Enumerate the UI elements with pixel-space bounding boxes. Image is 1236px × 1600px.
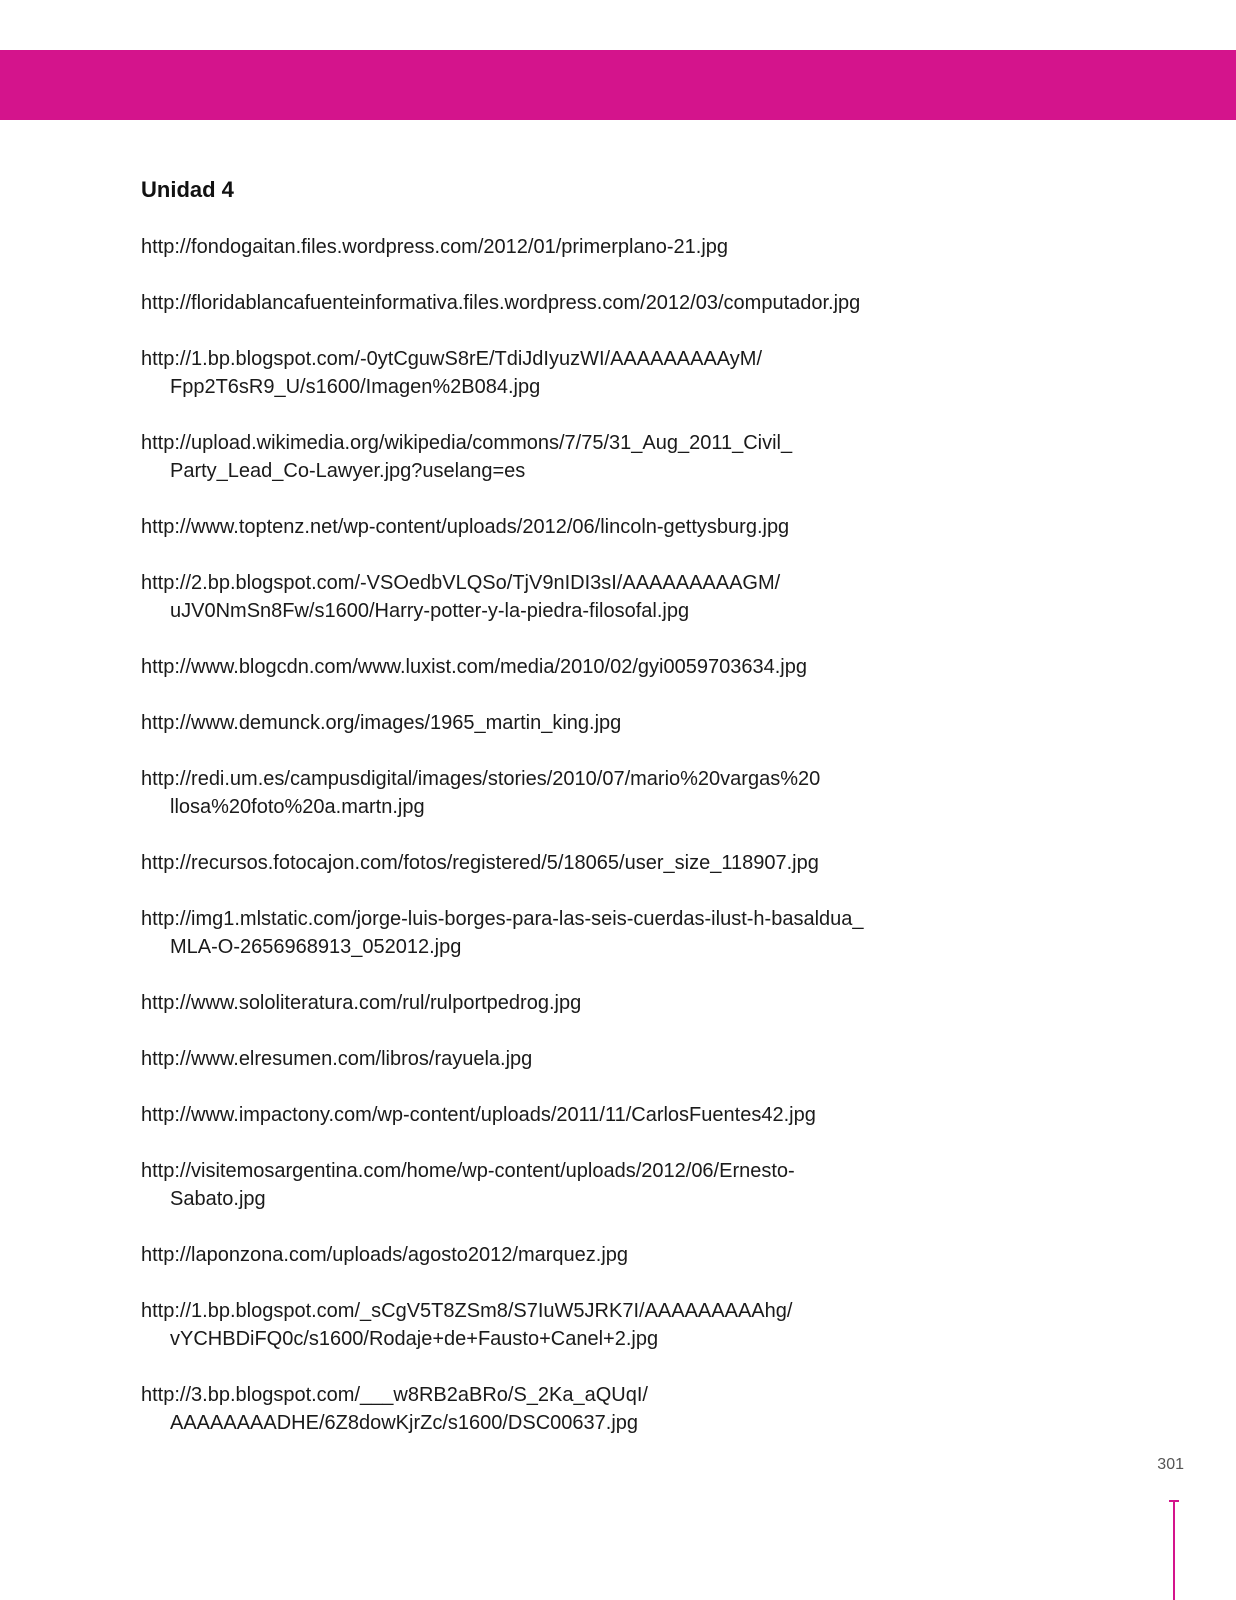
reference-url: http://1.bp.blogspot.com/-0ytCguwS8rE/TdiJdIyuzWI/AAAAAAAAAyM/ — [141, 348, 763, 370]
reference-item — [141, 345, 881, 401]
reference-item — [141, 905, 881, 961]
margin-rule — [1173, 1500, 1175, 1600]
reference-url: http://www.sololiteratura.com/rul/rulportpedrog.jpg — [141, 992, 582, 1014]
reference-item — [141, 1101, 881, 1129]
reference-item — [141, 849, 881, 877]
reference-url: http://2.bp.blogspot.com/-VSOedbVLQSo/TjV9nIDI3sI/AAAAAAAAAGM/ — [141, 572, 781, 594]
reference-url: http://www.elresumen.com/libros/rayuela.jpg — [141, 1048, 533, 1070]
reference-url-continuation: uJV0NmSn8Fw/s1600/Harry-potter-y-la-piedra-filosofal.jpg — [170, 600, 690, 622]
reference-url: http://img1.mlstatic.com/jorge-luis-borges-para-las-seis-cuerdas-ilust-h-basaldua_ — [141, 908, 864, 930]
reference-item — [141, 765, 881, 821]
reference-item — [141, 1157, 881, 1213]
reference-item — [141, 569, 881, 625]
reference-item — [141, 1297, 881, 1353]
reference-url-continuation: AAAAAAAADHE/6Z8dowKjrZc/s1600/DSC00637.jpg — [170, 1412, 639, 1434]
reference-item — [141, 233, 881, 261]
header-band — [0, 50, 1236, 120]
reference-url: http://www.blogcdn.com/www.luxist.com/media/2010/02/gyi0059703634.jpg — [141, 656, 807, 678]
reference-url: http://laponzona.com/uploads/agosto2012/marquez.jpg — [141, 1244, 629, 1266]
reference-url-continuation: Fpp2T6sR9_U/s1600/Imagen%2B084.jpg — [170, 376, 541, 398]
reference-url: http://upload.wikimedia.org/wikipedia/commons/7/75/31_Aug_2011_Civil_ — [141, 432, 793, 454]
reference-url: http://3.bp.blogspot.com/___w8RB2aBRo/S_2Ka_aQUqI/ — [141, 1384, 648, 1406]
page-number: 301 — [1157, 1456, 1184, 1473]
reference-url: http://floridablancafuenteinformativa.files.wordpress.com/2012/03/computador.jpg — [141, 292, 861, 314]
reference-url: http://recursos.fotocajon.com/fotos/registered/5/18065/user_size_118907.jpg — [141, 852, 819, 874]
reference-url: http://redi.um.es/campusdigital/images/stories/2010/07/mario%20vargas%20 — [141, 768, 821, 790]
reference-item — [141, 1381, 881, 1437]
reference-url: http://fondogaitan.files.wordpress.com/2012/01/primerplano-21.jpg — [141, 236, 729, 258]
reference-url-continuation: Party_Lead_Co-Lawyer.jpg?uselang=es — [170, 460, 526, 482]
reference-item — [141, 429, 881, 485]
margin-rule-tick — [1169, 1500, 1179, 1502]
section-title: Unidad 4 — [141, 177, 234, 202]
reference-item — [141, 513, 881, 541]
reference-url: http://www.toptenz.net/wp-content/uploads/2012/06/lincoln-gettysburg.jpg — [141, 516, 790, 538]
reference-item — [141, 1241, 881, 1269]
reference-url: http://1.bp.blogspot.com/_sCgV5T8ZSm8/S7IuW5JRK7I/AAAAAAAAAhg/ — [141, 1300, 793, 1322]
reference-item — [141, 989, 881, 1017]
reference-item — [141, 653, 881, 681]
reference-url-continuation: llosa%20foto%20a.martn.jpg — [170, 796, 425, 818]
reference-url-continuation: MLA-O-2656968913_052012.jpg — [170, 936, 462, 958]
reference-item — [141, 289, 881, 317]
reference-item — [141, 1045, 881, 1073]
reference-url-continuation: vYCHBDiFQ0c/s1600/Rodaje+de+Fausto+Canel+2.jpg — [170, 1328, 659, 1350]
reference-url-continuation: Sabato.jpg — [170, 1188, 266, 1210]
reference-url: http://visitemosargentina.com/home/wp-content/uploads/2012/06/Ernesto- — [141, 1160, 795, 1182]
reference-url: http://www.demunck.org/images/1965_martin_king.jpg — [141, 712, 622, 734]
reference-url: http://www.impactony.com/wp-content/uploads/2011/11/CarlosFuentes42.jpg — [141, 1104, 816, 1126]
reference-list — [141, 233, 881, 1465]
reference-item — [141, 709, 881, 737]
